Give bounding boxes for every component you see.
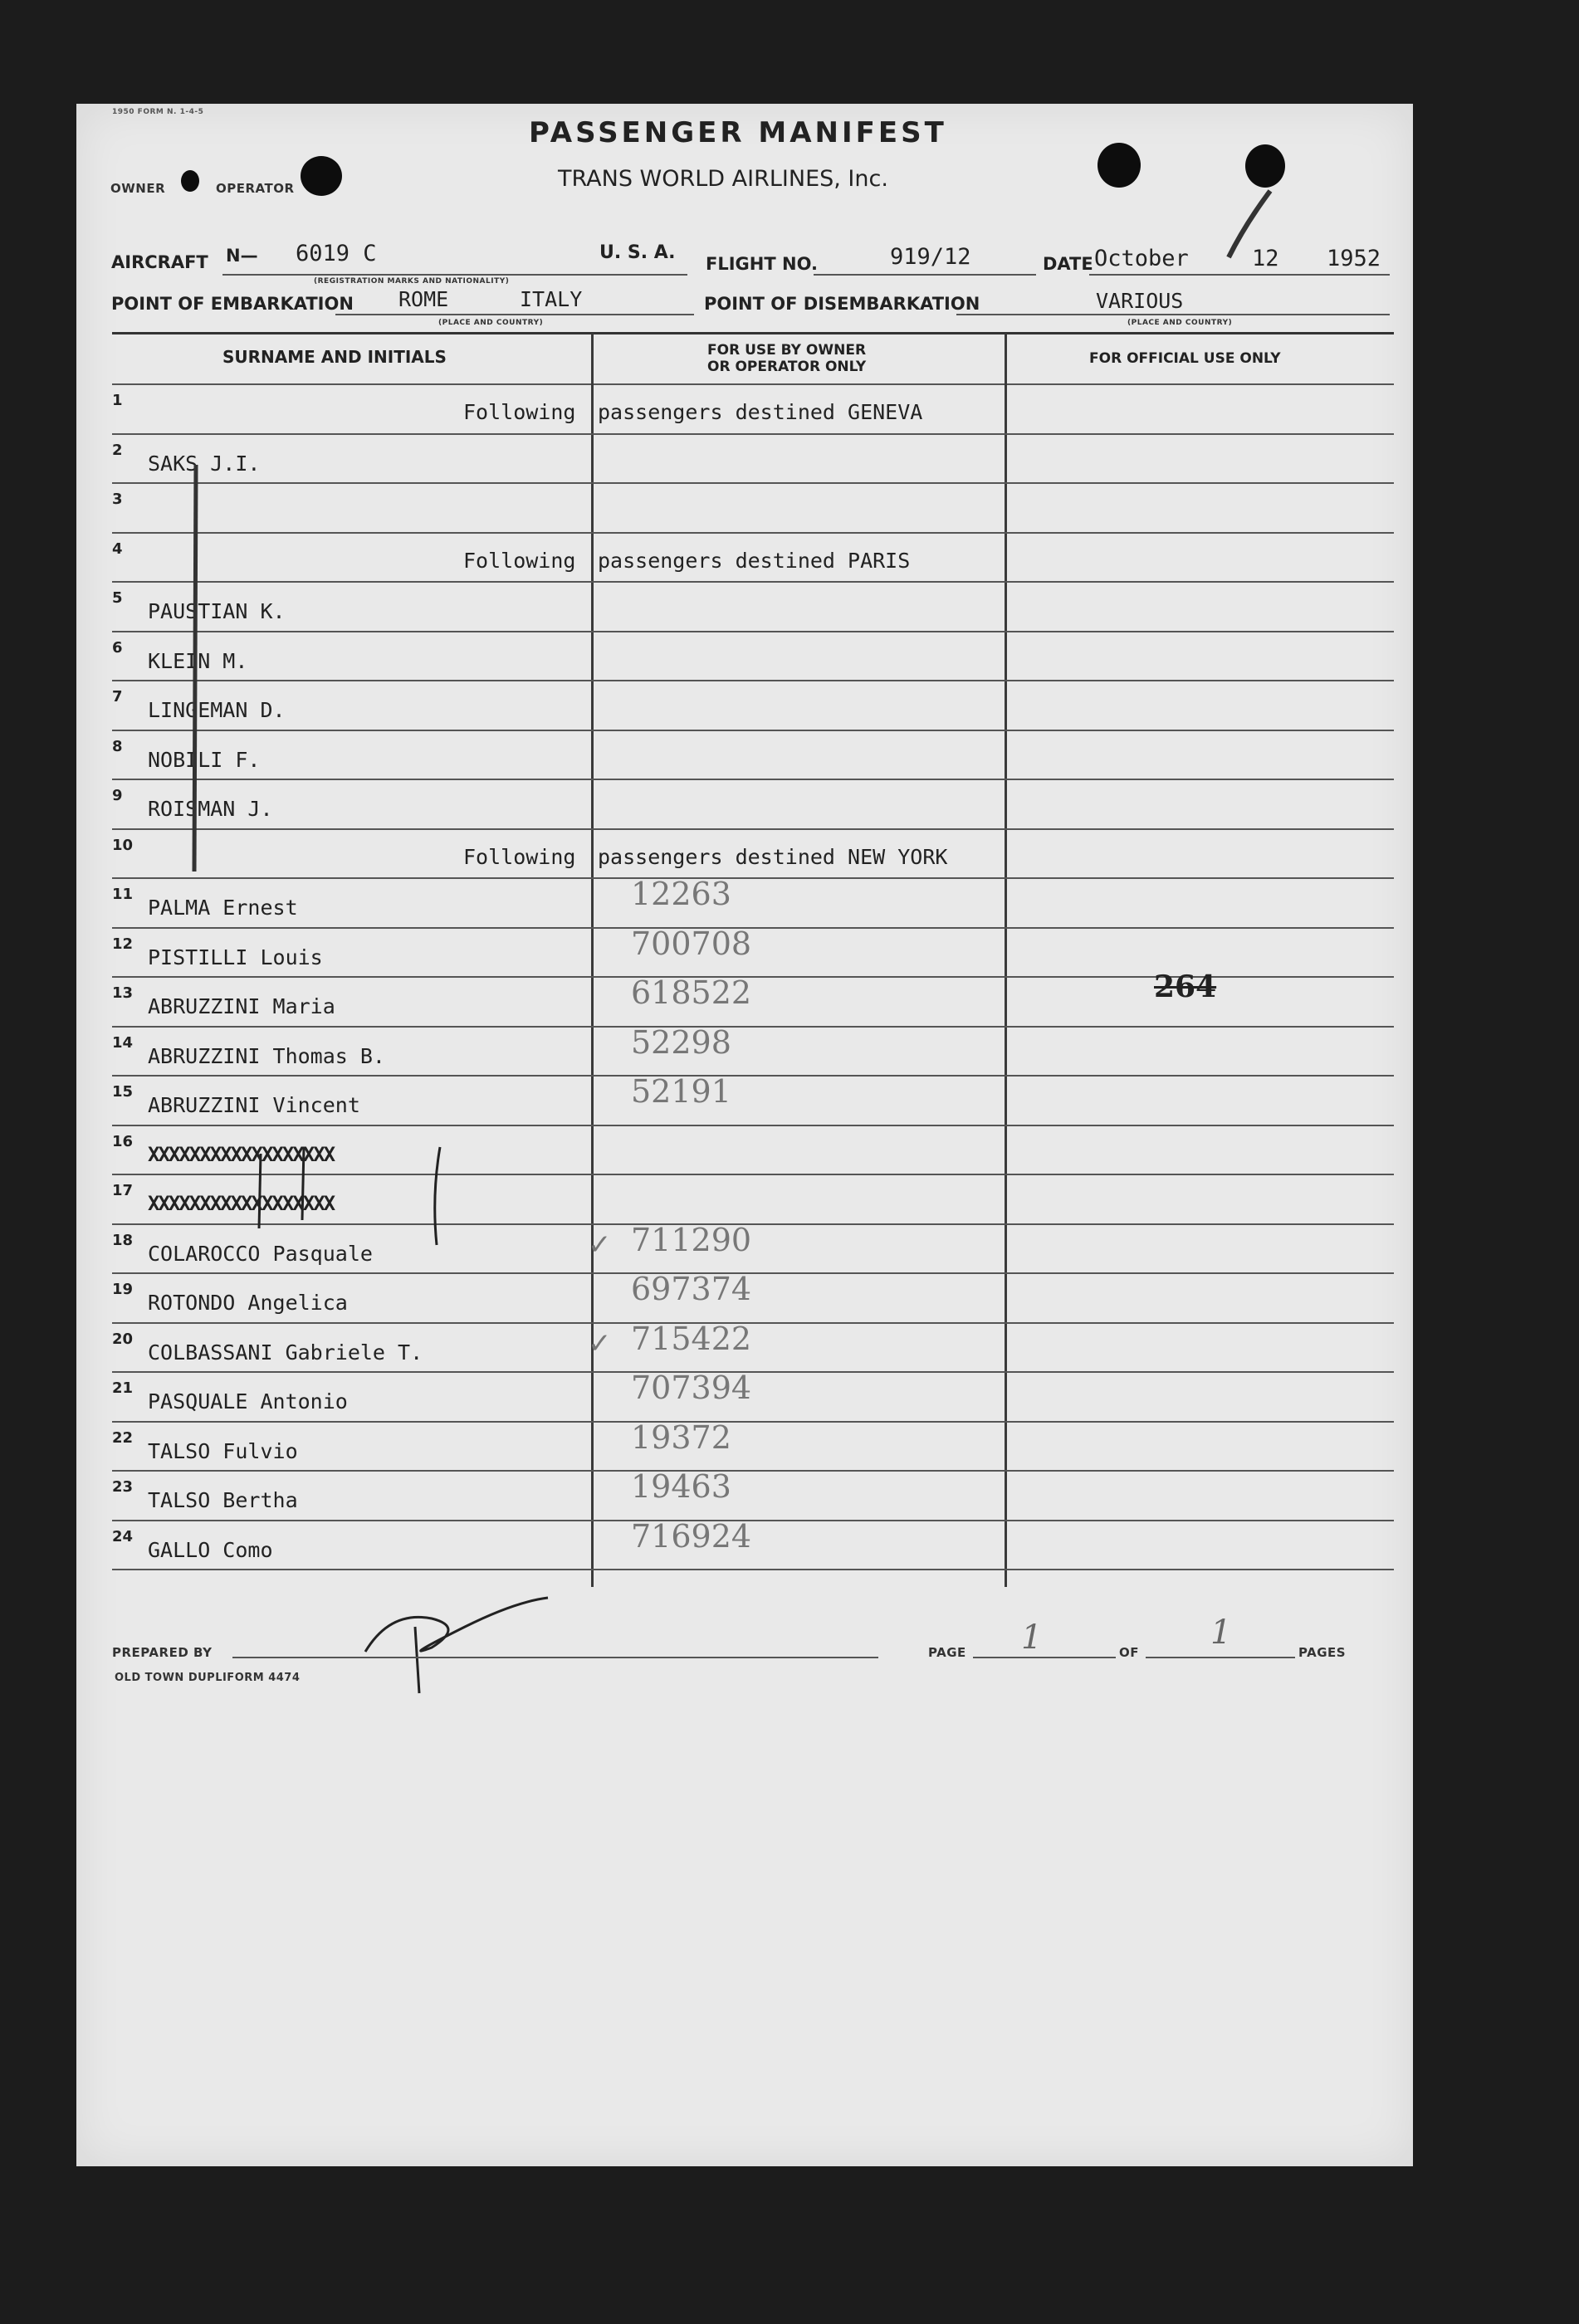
- passenger-name: PASQUALE Antonio: [148, 1389, 348, 1413]
- ticket-number: 52191: [631, 1073, 731, 1110]
- row-number: 14: [112, 1034, 134, 1052]
- date-month: October: [1094, 246, 1189, 271]
- row-number: 8: [112, 738, 123, 755]
- row-rule: [112, 1322, 1394, 1324]
- row-number: 17: [112, 1182, 134, 1199]
- row-number: 12: [112, 935, 134, 953]
- destination-note-b: passengers destined NEW YORK: [598, 845, 948, 869]
- row-number: 1: [112, 392, 123, 409]
- prepared-label: PREPARED BY: [112, 1645, 213, 1660]
- page-label: PAGE: [928, 1645, 966, 1660]
- passenger-name: TALSO Bertha: [148, 1488, 298, 1512]
- col-surname-header: SURNAME AND INITIALS: [222, 347, 447, 367]
- header-bottom-rule: [112, 383, 1394, 385]
- row-rule: [112, 680, 1394, 681]
- row-rule: [112, 1520, 1394, 1521]
- date-day: 12: [1252, 246, 1279, 271]
- official-number: 264: [1154, 969, 1217, 1004]
- row-number: 22: [112, 1429, 134, 1447]
- column-divider-2: [1005, 334, 1007, 1587]
- pages-label: PAGES: [1298, 1645, 1347, 1660]
- passenger-name: ROISMAN J.: [148, 797, 273, 821]
- embark-country: ITALY: [520, 287, 583, 311]
- ticket-number: 19463: [631, 1468, 731, 1505]
- row-number: 19: [112, 1281, 134, 1298]
- date-label: DATE: [1043, 254, 1093, 274]
- row-number: 11: [112, 886, 134, 903]
- row-rule: [112, 1223, 1394, 1225]
- row-rule: [112, 779, 1394, 780]
- row-rule: [112, 1272, 1394, 1274]
- place-caption: (PLACE AND COUNTRY): [438, 319, 544, 327]
- disembark-underline: [956, 314, 1390, 315]
- row-rule: [112, 482, 1394, 484]
- row-number: 13: [112, 984, 134, 1002]
- destination-note-a: Following: [463, 845, 576, 869]
- row-number: 6: [112, 639, 123, 657]
- row-number: 15: [112, 1083, 134, 1101]
- col-owner-header-1: FOR USE BY OWNER: [707, 342, 867, 359]
- of-value: 1: [1210, 1614, 1232, 1652]
- row-rule: [112, 532, 1394, 534]
- destination-note-a: Following: [463, 549, 576, 573]
- passenger-name: NOBILI F.: [148, 748, 261, 772]
- row-rule: [112, 927, 1394, 929]
- row-number: 4: [112, 540, 123, 558]
- ticket-number: 697374: [631, 1271, 752, 1307]
- row-rule: [112, 1371, 1394, 1373]
- passenger-name: PAUSTIAN K.: [148, 599, 286, 623]
- passenger-name: SAKS J.I.: [148, 452, 261, 476]
- destination-note-b: passengers destined GENEVA: [598, 400, 923, 424]
- row-rule: [112, 1174, 1394, 1175]
- registration-caption: (REGISTRATION MARKS AND NATIONALITY): [314, 277, 510, 286]
- date-underline: [1089, 274, 1390, 276]
- check-mark: ✓: [588, 1228, 612, 1262]
- destination-note-b: passengers destined PARIS: [598, 549, 911, 573]
- operator-label: OPERATOR: [216, 181, 295, 196]
- embark-city: ROME: [398, 287, 449, 311]
- form-code: 1950 FORM N. 1-4-5: [112, 108, 204, 116]
- flight-value: 919/12: [890, 244, 971, 270]
- passenger-name: KLEIN M.: [148, 649, 248, 673]
- passenger-name: ABRUZZINI Maria: [148, 994, 335, 1018]
- struck-passenger-name: XXXXXXXXXXXXXXXXXX: [148, 1143, 335, 1166]
- passenger-name: PISTILLI Louis: [148, 945, 323, 969]
- row-rule: [112, 631, 1394, 632]
- aircraft-label: AIRCRAFT: [111, 252, 208, 272]
- passenger-name: ROTONDO Angelica: [148, 1291, 348, 1315]
- row-rule: [112, 1569, 1394, 1570]
- ticket-number: 711290: [631, 1222, 752, 1258]
- prepared-underline: [232, 1657, 878, 1658]
- row-rule: [112, 730, 1394, 731]
- row-rule: [112, 828, 1394, 830]
- punch-hole: [181, 170, 199, 192]
- flight-underline: [814, 274, 1036, 276]
- passenger-name: TALSO Fulvio: [148, 1439, 298, 1463]
- passenger-name: ABRUZZINI Vincent: [148, 1093, 360, 1117]
- row-number: 2: [112, 442, 123, 459]
- ticket-number: 715422: [631, 1321, 752, 1357]
- row-rule: [112, 433, 1394, 435]
- row-number: 18: [112, 1232, 134, 1249]
- aircraft-value: 6019 C: [296, 241, 377, 266]
- struck-passenger-name: XXXXXXXXXXXXXXXXXX: [148, 1192, 335, 1215]
- passenger-name: COLBASSANI Gabriele T.: [148, 1340, 423, 1365]
- disembark-value: VARIOUS: [1096, 289, 1184, 313]
- ticket-number: 618522: [631, 974, 752, 1011]
- ticket-number: 707394: [631, 1370, 752, 1406]
- row-number: 9: [112, 787, 123, 804]
- row-number: 16: [112, 1133, 134, 1150]
- page-value: 1: [1021, 1618, 1043, 1657]
- row-number: 20: [112, 1330, 134, 1348]
- ticket-number: 52298: [631, 1024, 731, 1061]
- punch-hole: [1097, 143, 1141, 188]
- col-official-header: FOR OFFICIAL USE ONLY: [1089, 350, 1281, 367]
- row-number: 7: [112, 688, 123, 706]
- row-number: 5: [112, 589, 123, 607]
- row-rule: [112, 1125, 1394, 1126]
- column-divider-1: [591, 334, 594, 1587]
- ticket-number: 700708: [631, 925, 752, 962]
- aircraft-prefix: N—: [226, 246, 258, 266]
- passenger-name: GALLO Como: [148, 1538, 273, 1562]
- page-title: PASSENGER MANIFEST: [529, 116, 947, 149]
- embark-underline: [335, 314, 694, 315]
- of-underline: [1146, 1657, 1295, 1658]
- passenger-name: ABRUZZINI Thomas B.: [148, 1044, 385, 1068]
- row-rule: [112, 1470, 1394, 1472]
- owner-label: OWNER: [110, 181, 166, 196]
- row-rule: [112, 1075, 1394, 1077]
- ticket-number: 12263: [631, 876, 731, 912]
- punch-hole: [1245, 144, 1285, 188]
- row-number: 3: [112, 491, 123, 508]
- passenger-name: COLAROCCO Pasquale: [148, 1242, 373, 1266]
- embark-label: POINT OF EMBARKATION: [111, 294, 354, 314]
- col-owner-header-2: OR OPERATOR ONLY: [707, 359, 867, 375]
- flight-label: FLIGHT NO.: [706, 254, 818, 274]
- row-rule: [112, 1421, 1394, 1423]
- row-number: 23: [112, 1478, 134, 1496]
- passenger-name: LINGEMAN D.: [148, 698, 286, 722]
- punch-hole: [301, 156, 342, 196]
- ticket-number: 19372: [631, 1419, 731, 1456]
- row-rule: [112, 581, 1394, 583]
- row-number: 10: [112, 837, 134, 854]
- row-rule: [112, 1026, 1394, 1028]
- header-top-rule: [112, 332, 1394, 334]
- footer-code: OLD TOWN DUPLIFORM 4474: [115, 1672, 301, 1684]
- airline-name: TRANS WORLD AIRLINES, Inc.: [558, 166, 888, 192]
- of-label: OF: [1119, 1645, 1139, 1660]
- disembark-label: POINT OF DISEMBARKATION: [704, 294, 980, 314]
- row-number: 21: [112, 1379, 134, 1397]
- row-rule: [112, 877, 1394, 879]
- aircraft-underline: [222, 274, 687, 276]
- date-year: 1952: [1327, 246, 1381, 271]
- row-number: 24: [112, 1528, 134, 1545]
- page-underline: [973, 1657, 1116, 1658]
- nationality: U. S. A.: [599, 242, 676, 263]
- destination-note-a: Following: [463, 400, 576, 424]
- passenger-name: PALMA Ernest: [148, 896, 298, 920]
- check-mark: ✓: [588, 1327, 612, 1360]
- ticket-number: 716924: [631, 1518, 752, 1555]
- place-caption-2: (PLACE AND COUNTRY): [1127, 319, 1233, 327]
